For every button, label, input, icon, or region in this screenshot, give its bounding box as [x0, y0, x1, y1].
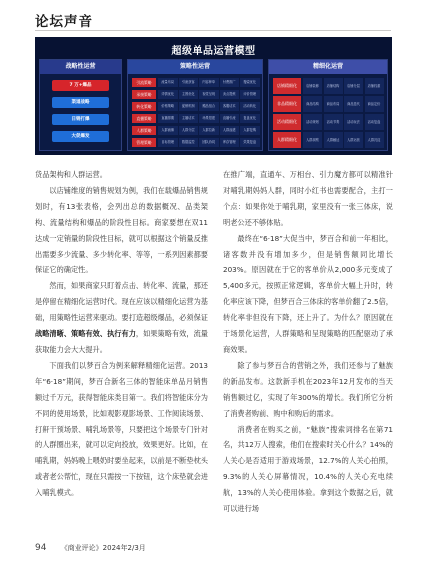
- refined-cell: 人群洞察: [303, 132, 322, 148]
- tactical-row: [132, 78, 260, 87]
- article-column-right: [223, 167, 393, 517]
- paragraph: 下面我们以梦百合为例来解释精细化运营。2013年“6·18”期间，梦百合新名三体的智能床单品月销售额过千万元，获得智能床类目第一。我们将智能床分为不同的使用场景，比如观影观影场景、工作阅读场景、打鼾干预场景、哺乳场景等，只要把这个场景专门针对的人群圈出来，就可以定向投放，效果更好。比如，在哺乳期，妈妈晚上喂奶时要坐起来，以前是不断垫枕头或者老公帮忙，现在只需按一下按钮，这个床垫就会进入哺乳模式。: [35, 360, 208, 498]
- tactical-row: [132, 90, 260, 99]
- paragraph-text: ，如果策略有效，流量获取能力会大大提升。: [35, 329, 208, 354]
- tactical-cell: 价格策略: [158, 102, 178, 111]
- tactical-cell: 付费推广: [220, 78, 240, 87]
- tactical-cell: 团队协同: [199, 138, 219, 147]
- tactical-cell: 库存管理: [220, 138, 240, 147]
- tactical-cell: 引流获客: [179, 78, 199, 87]
- refined-cell: 店铺结构: [324, 78, 343, 94]
- panel-heading: 策略性运营: [128, 60, 262, 74]
- tactical-cell: 客服话术: [220, 102, 240, 111]
- tactical-cell: 评价管理: [240, 90, 260, 99]
- paragraph: 除了参与梦百合的营销之外，我们还参与了魅族的新品发布。这款新手机在2023年12月发布的当天销售额过亿，实现了年300%的增长。我们所它分析了消费者购前、购中和购后的需求。: [223, 360, 393, 418]
- refined-row-label: 店铺精细化: [273, 78, 301, 94]
- tactical-row-label: 管理策略: [132, 138, 156, 147]
- refined-cell: 活动玩法: [344, 114, 363, 130]
- tactical-cell: 人群复购: [240, 126, 260, 135]
- refined-row: [273, 78, 385, 94]
- refined-cell: 商品结构: [303, 96, 322, 112]
- tactical-row-label: 直播策略: [132, 114, 156, 123]
- refined-cell: 活动节奏: [324, 114, 343, 130]
- tactical-row: [132, 114, 260, 123]
- tactical-cell: 流量布局: [158, 78, 178, 87]
- refined-row-label: 人群精细化: [273, 132, 301, 148]
- tactical-row: [132, 138, 260, 147]
- tactical-cell: 详情优化: [158, 90, 178, 99]
- refined-row-label: 活动精细化: [273, 114, 301, 130]
- tactical-cell: 人群渗透: [220, 126, 240, 135]
- tactical-cell: 主图优化: [179, 90, 199, 99]
- panel-heading: 精细化运营: [269, 60, 387, 74]
- refined-cell: 店铺分层: [344, 78, 363, 94]
- tactical-cell: 视觉呈现: [199, 90, 219, 99]
- publication-info: 《商业评论》2024年2/3月: [60, 544, 146, 552]
- refined-row: [273, 96, 385, 112]
- paragraph: 以店铺维度的销售规划为例，我们在载爆品销售规划时，有13张表格，会列出总的数据概况、品类架构、流量结构和爆品的阶段性目标。商家要想在双11达成一定销量的阶段性目标，就可以根据这个销量反推出需要多少流量、多少转化率、等等，一系列因素都要保证它的确定性。: [35, 185, 208, 275]
- tactical-cell: 直播引流: [220, 114, 240, 123]
- strategic-item: 日销打爆: [52, 114, 109, 125]
- tactical-row-label: 转化策略: [132, 102, 156, 111]
- tactical-cell: 活动转化: [240, 102, 260, 111]
- paragraph: [35, 278, 208, 358]
- tactical-cell: 效果复盘: [240, 138, 260, 147]
- paragraph: 货品架构和人群运营。: [35, 170, 107, 179]
- refined-row: [273, 114, 385, 130]
- panel-refined: [268, 59, 388, 151]
- refined-cell: 人群运营: [344, 132, 363, 148]
- tactical-cell: 主播话术: [179, 114, 199, 123]
- refined-cell: 店铺权重: [365, 78, 384, 94]
- tactical-row: [132, 126, 260, 135]
- refined-cell: 活动复盘: [365, 114, 384, 130]
- tactical-cell: 复盘优化: [240, 114, 260, 123]
- panel-heading: 战略性运营: [40, 60, 121, 74]
- refined-cell: 店铺装修: [303, 78, 322, 94]
- tactical-cell: 直播排期: [158, 114, 178, 123]
- tactical-cell: 搜索优化: [240, 78, 260, 87]
- figure-title: 超级单品运营模型: [171, 46, 256, 57]
- page-footer: [35, 543, 146, 555]
- tactical-cell: 赠品组合: [199, 102, 219, 111]
- refined-cell: 商品迭代: [344, 96, 363, 112]
- tactical-cell: 人群分层: [179, 126, 199, 135]
- tactical-cell: 内容种草: [199, 78, 219, 87]
- refined-cell: 活动规划: [303, 114, 322, 130]
- panel-strategic: [39, 59, 122, 151]
- header-divider: [35, 30, 391, 31]
- paragraph: 在推广端，直通车、万相台、引力魔方都可以精准针对哺乳期妈妈人群，同时小红书也需要配合，主打一个点：如果你处于哺乳期，家里没有一张三体床，说明老公还不够体贴。: [223, 170, 393, 227]
- tactical-cell: 人群画像: [158, 126, 178, 135]
- section-header: [35, 10, 93, 32]
- tactical-cell: 卖点提炼: [220, 90, 240, 99]
- operation-model-figure: [35, 37, 392, 155]
- tactical-cell: 目标管理: [158, 138, 178, 147]
- tactical-row: [132, 102, 260, 111]
- section-title: 论坛声音: [35, 14, 93, 30]
- strategic-item: 7 万+爆品: [52, 80, 109, 91]
- tactical-cell: 人群拉新: [199, 126, 219, 135]
- panel-tactical: [127, 59, 263, 151]
- tactical-row-label: 人群策略: [132, 126, 156, 135]
- refined-cell: 商品布局: [324, 96, 343, 112]
- refined-cell: 人群触达: [324, 132, 343, 148]
- article-column-left: [35, 167, 208, 501]
- paragraph-bold-text: 战略清晰、策略有效、执行有力: [35, 329, 136, 339]
- paragraph: 最终在“6·18”大促当中，梦百合和前一年相比，诸客数并没有增加多少，但是销售额同比增长203%。原因就在于它的客单价从2,000多元变成了5,400多元，按照正常逻辑，客单价大幅上升时，转化率应该下降，但梦百合三体床的客单价翻了2.5倍，转化率非但没有下降，还上升了。为什么？原因就在于场景化运营，人群策略和呈现策略的匹配驱动了承商效果。: [223, 233, 393, 354]
- tactical-cell: 促销机制: [179, 102, 199, 111]
- tactical-cell: 场景搭建: [199, 114, 219, 123]
- page-number: 94: [35, 543, 47, 553]
- refined-cell: 人群沉淀: [365, 132, 384, 148]
- tactical-row-label: 引流策略: [132, 78, 156, 87]
- paragraph: 消费者在购买之前，“魅族”搜索词排名在第71名，共12万人搜索，他们在搜索时关心什么？14%的人关心是否适用于游戏场景，12.7%的人关心拍照，9.3%的人关心屏幕情况，10.4%的人关心充电续航，13%的人关心使用体验。拿到这个数据之后，就可以进行场: [223, 424, 393, 514]
- refined-row: [273, 132, 385, 148]
- paragraph-text: 然而，如果商家只盯着点击、转化率、流量，那还是停留在精细化运营时代。现在应该以精细化运营为基础，用策略性运营来驱动。要打造超级爆品，必须保证: [35, 281, 208, 323]
- strategic-item: 渠道战略: [52, 97, 109, 108]
- tactical-row-label: 承接策略: [132, 90, 156, 99]
- refined-cell: 商品定价: [365, 96, 384, 112]
- strategic-item: 大促爆发: [52, 131, 109, 142]
- refined-row-label: 非品精细化: [273, 96, 301, 112]
- tactical-cell: 数据监控: [179, 138, 199, 147]
